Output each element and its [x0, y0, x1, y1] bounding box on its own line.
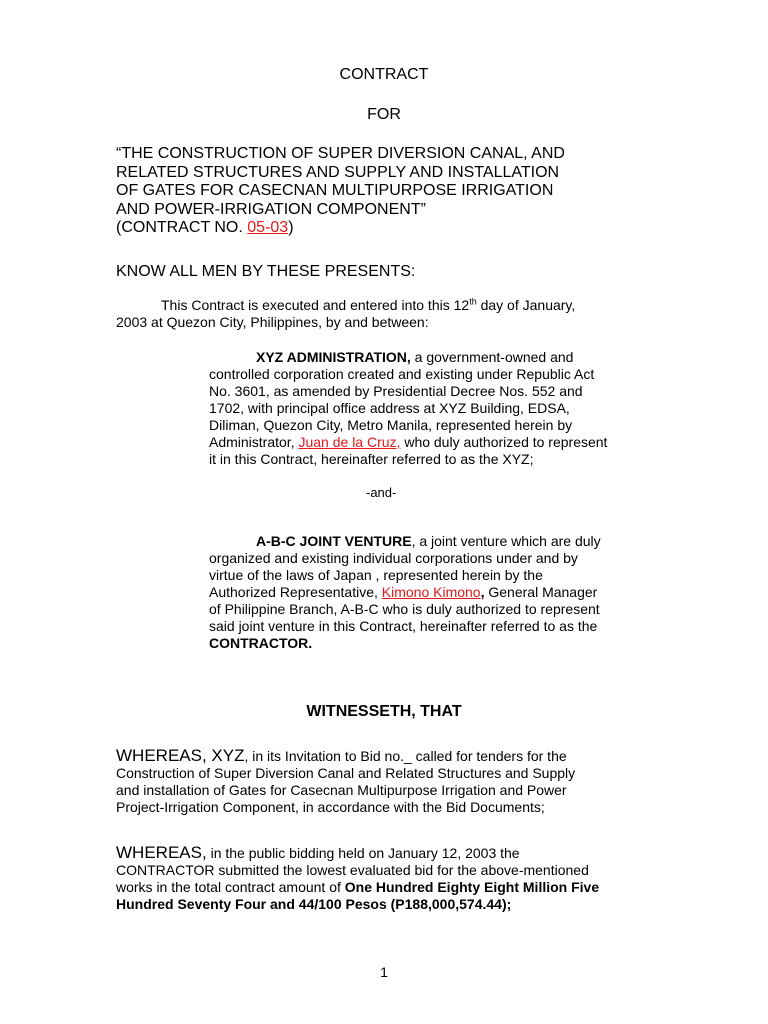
- party-text: a government-owned and: [410, 349, 574, 365]
- title-line: RELATED STRUCTURES AND SUPPLY AND INSTALLATION: [116, 163, 560, 181]
- whereas-line: Project-Irrigation Component, in accordance with the Bid Documents;: [116, 799, 545, 815]
- party-text: Authorized Representative,: [209, 584, 382, 600]
- whereas-text: , in its Invitation to Bid no._ called for tenders for the: [244, 748, 567, 764]
- whereas-line: [116, 844, 676, 862]
- witnesseth-heading: WITNESSETH, THAT: [306, 703, 462, 720]
- page-number: 1: [380, 964, 388, 980]
- whereas-line: [116, 747, 676, 765]
- party-line: [209, 533, 679, 550]
- whereas-paragraph-2: [116, 844, 676, 913]
- party-contractor-paragraph: [209, 533, 679, 652]
- whereas-line: Construction of Super Diversion Canal and Related Structures and Supply: [116, 765, 576, 781]
- party-text: General Manager: [484, 584, 598, 600]
- party-line: [209, 584, 679, 601]
- whereas-line: CONTRACTOR submitted the lowest evaluated bid for the above-mentioned: [116, 862, 589, 878]
- party-line: 1702, with principal office address at XYZ Building, EDSA,: [209, 400, 570, 416]
- contract-amount: Hundred Seventy Four and 44/100 Pesos (P188,000,574.44);: [116, 896, 512, 912]
- party-name: A-B-C JOINT VENTURE: [256, 533, 412, 549]
- contract-title: [116, 145, 736, 238]
- party-line: [209, 434, 679, 451]
- party-text: who duly authorized to represent: [400, 434, 608, 450]
- know-all-men-heading: KNOW ALL MEN BY THESE PRESENTS:: [116, 263, 416, 280]
- whereas-line: [116, 879, 676, 896]
- whereas-lead: WHEREAS,: [116, 843, 207, 862]
- title-line: “THE CONSTRUCTION OF SUPER DIVERSION CANAL, AND: [116, 145, 565, 162]
- title-line: AND POWER-IRRIGATION COMPONENT”: [116, 200, 426, 218]
- intro-line: [116, 297, 676, 314]
- contract-number-prefix: (CONTRACT NO.: [116, 219, 248, 236]
- whereas-paragraph-1: [116, 747, 676, 816]
- party-line: said joint venture in this Contract, hereinafter referred to as the: [209, 618, 598, 634]
- party-text: ,: [480, 584, 485, 600]
- heading-contract: CONTRACT: [339, 66, 429, 83]
- party-line: controlled corporation created and existing under Republic Act: [209, 366, 595, 382]
- party-line: No. 3601, as amended by Presidential Decree Nos. 552 and: [209, 383, 583, 399]
- contract-number-suffix: ): [288, 219, 294, 236]
- intro-text: day of January,: [476, 297, 576, 313]
- whereas-line: and installation of Gates for Casecnan Multipurpose Irrigation and Power: [116, 782, 567, 798]
- representative-name: Kimono Kimono: [381, 584, 481, 600]
- party-line: organized and existing individual corporations under and by: [209, 550, 578, 566]
- party-line: virtue of the laws of Japan , represented herein by the: [209, 567, 543, 583]
- contract-number: 05-03: [247, 219, 289, 236]
- party-text: Administrator,: [209, 434, 299, 450]
- party-text: , a joint venture which are duly: [411, 533, 601, 549]
- party-line: [209, 635, 679, 652]
- party-line: Diliman, Quezon City, Metro Manila, represented herein by: [209, 417, 573, 433]
- intro-text: This Contract is executed and entered into this 12: [161, 297, 470, 313]
- intro-paragraph: [116, 297, 676, 331]
- contractor-label: CONTRACTOR.: [209, 635, 313, 651]
- title-line: OF GATES FOR CASECNAN MULTIPURPOSE IRRIGATION: [116, 182, 554, 199]
- ordinal-suffix: th: [469, 296, 477, 307]
- whereas-lead: WHEREAS, XYZ: [116, 746, 245, 765]
- party-line: [209, 349, 679, 366]
- whereas-text: in the public bidding held on January 12, 2003 the: [206, 845, 520, 861]
- whereas-text: works in the total contract amount of: [116, 879, 345, 895]
- party-name: XYZ ADMINISTRATION,: [256, 349, 411, 365]
- party-line: of Philippine Branch, A-B-C who is duly authorized to represent: [209, 601, 600, 617]
- whereas-line: [116, 896, 676, 913]
- heading-for: FOR: [367, 106, 401, 123]
- contract-amount-words: One Hundred Eighty Eight Million Five: [344, 879, 600, 895]
- party-xyz-paragraph: [209, 349, 679, 468]
- representative-name: Juan de la Cruz,: [298, 434, 401, 450]
- intro-line: 2003 at Quezon City, Philippines, by and between:: [116, 314, 429, 330]
- and-separator: -and-: [366, 485, 397, 500]
- contract-number-line: [116, 219, 736, 238]
- party-line: it in this Contract, hereinafter referred to as the XYZ;: [209, 451, 534, 467]
